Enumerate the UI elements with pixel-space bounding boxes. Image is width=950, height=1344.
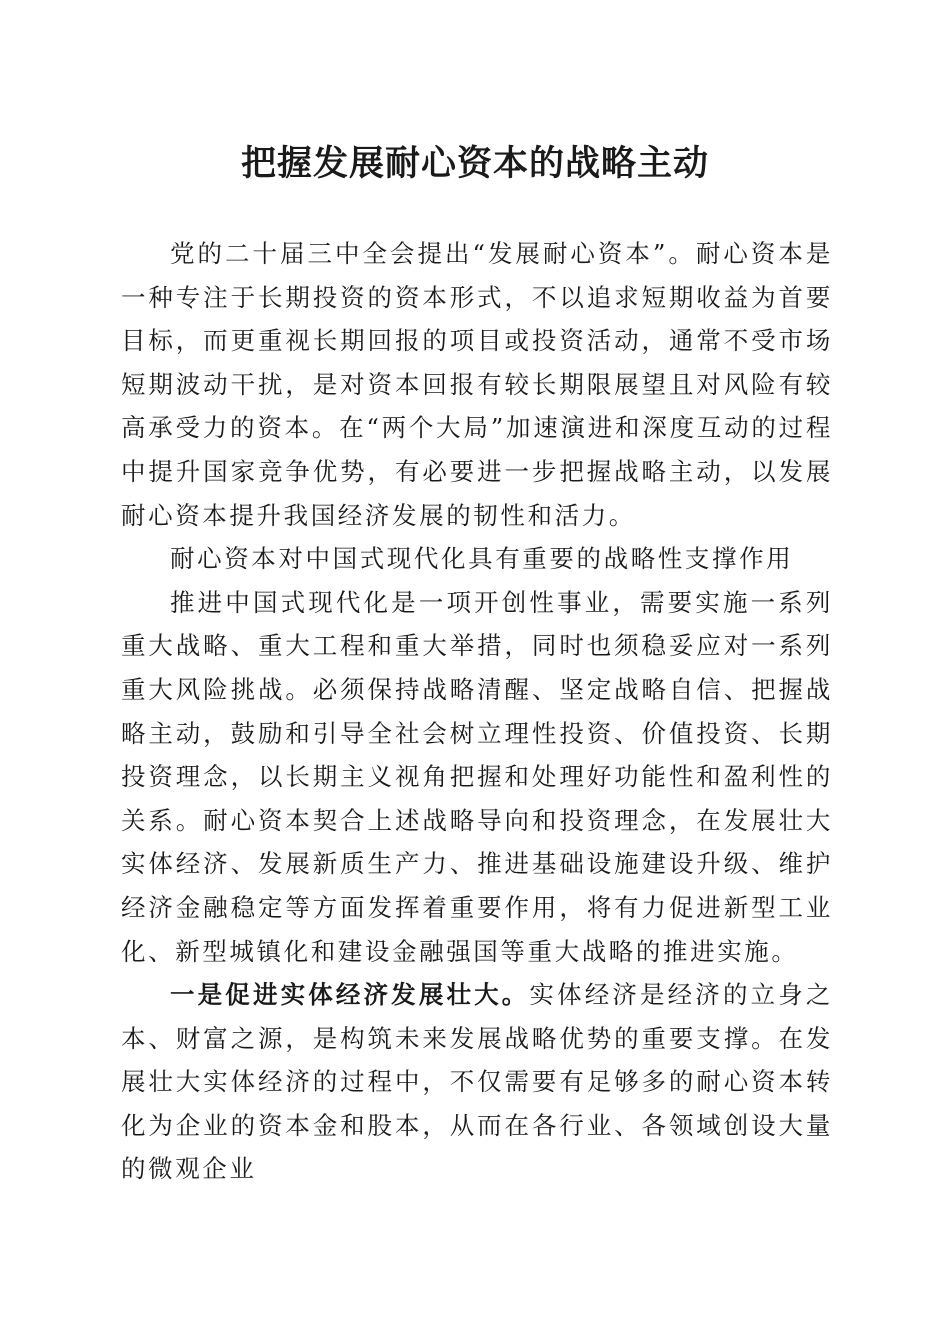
paragraph-lead: 一是促进实体经济发展壮大。 [170,980,530,1010]
paragraph-text: 推进中国式现代化是一项开创性事业，需要实施一系列重大战略、重大工程和重大举措，同时也须稳妥应对一系列重大风险挑战。必须保持战略清醒、坚定战略自信、把握战略主动，鼓励和引导全社会树立理性投资、价值投资、长期投资理念，以长期主义视角把握和处理好功能性和盈利性的关系。耐心资本契合上述战略导向和投资理念，在发展壮大实体经济、发展新质生产力、推进基础设施建设升级、维护经济金融稳定等方面发挥着重要作用，将有力促进新型工业化、新型城镇化和建设金融强国等重大战略的推进实施。 [121,587,833,966]
paragraph-point-one [121,973,833,1191]
document-title: 把握发展耐心资本的战略主动 [240,143,709,184]
document-body [121,232,833,1191]
paragraph-text: 党的二十届三中全会提出“发展耐心资本”。耐心资本是一种专注于长期投资的资本形式，不以追求短期收益为首要目标，而更重视长期回报的项目或投资活动，通常不受市场短期波动干扰，是对资本回报有较长期限展望且对风险有较高承受力的资本。在“两个大局”加速演进和深度互动的过程中提升国家竞争优势，有必要进一步把握战略主动，以发展耐心资本提升我国经济发展的韧性和活力。 [121,239,833,530]
paragraph-text: 实体经济是经济的立身之本、财富之源，是构筑未来发展战略优势的重要支撑。在发展壮大实体经济的过程中，不仅需要有足够多的耐心资本转化为企业的资本金和股本，从而在各行业、各领域创设大量的微观企业 [121,980,833,1184]
section-heading [121,537,833,581]
section-heading-text: 耐心资本对中国式现代化具有重要的战略性支撑作用 [170,544,794,574]
paragraph-intro [121,232,833,537]
paragraph-strategy [121,581,833,973]
